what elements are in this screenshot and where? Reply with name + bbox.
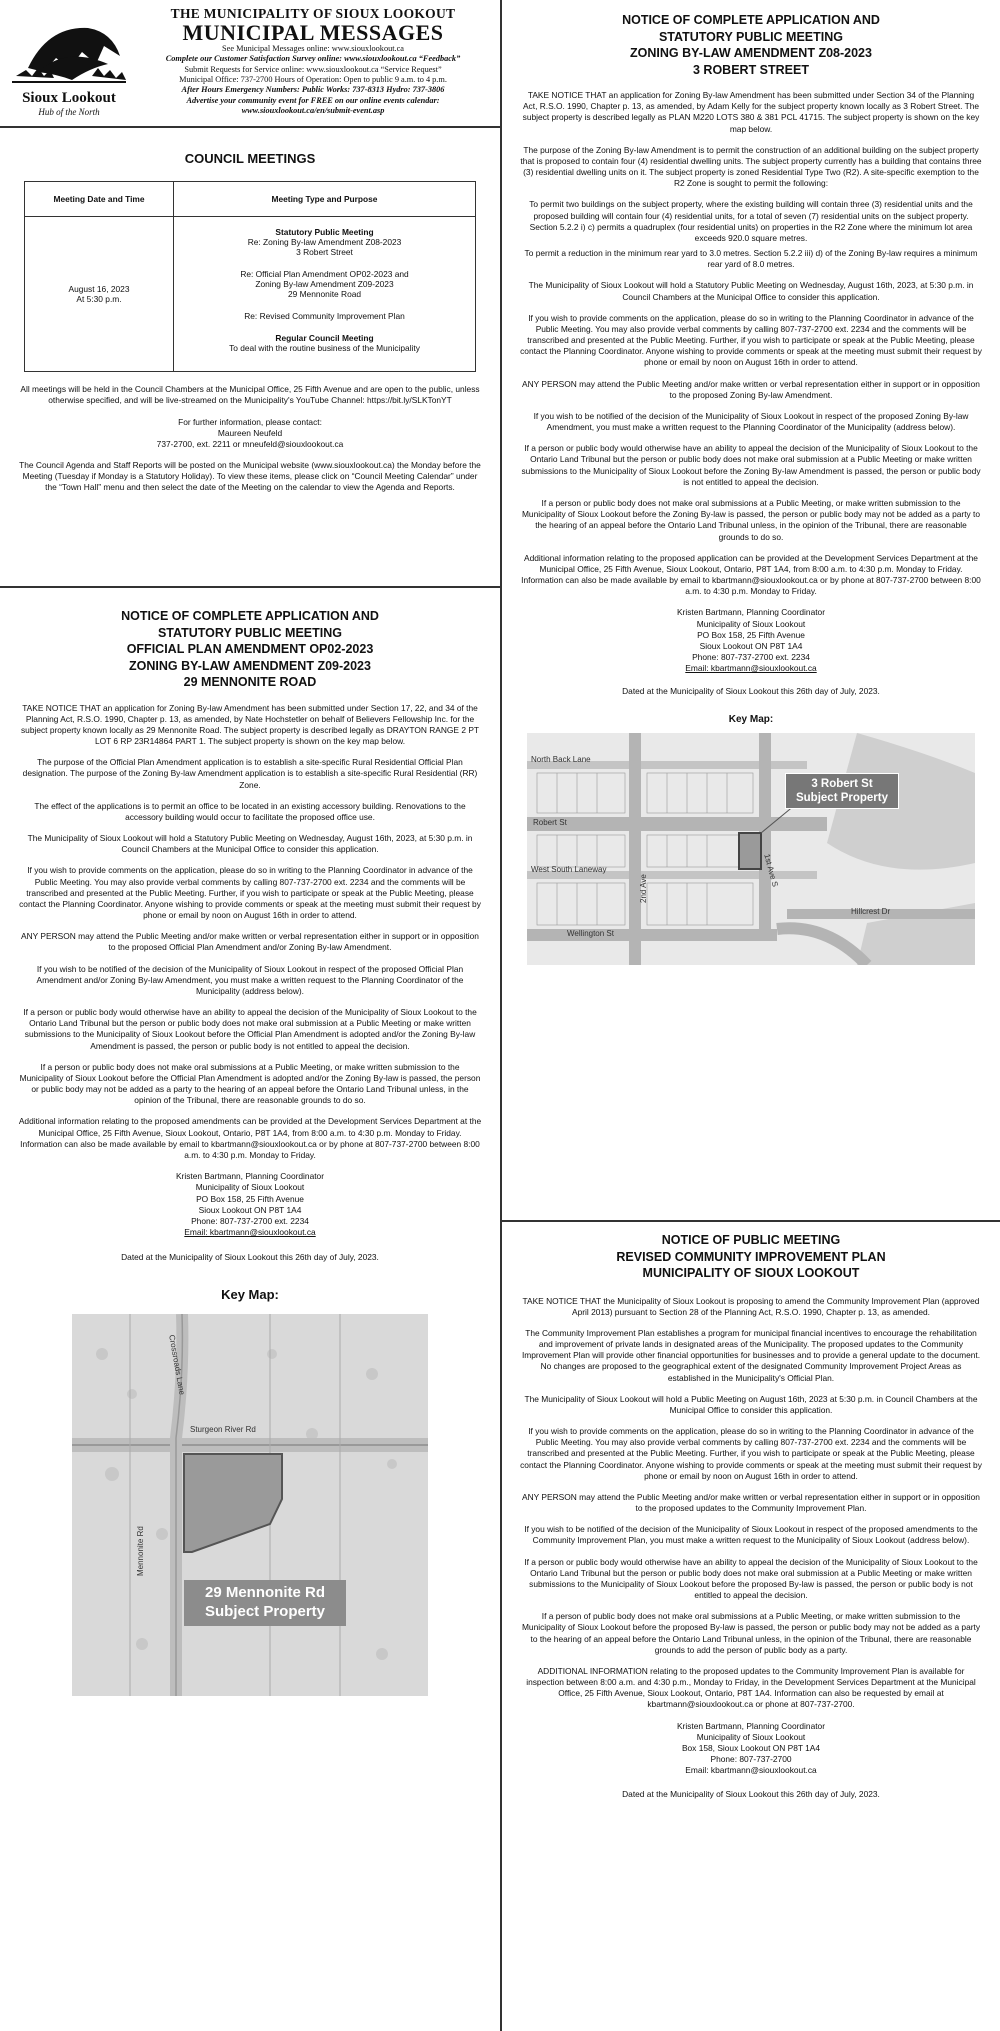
notice-title-line: 29 MENNONITE ROAD — [183, 675, 317, 689]
masthead-info-line: www.siouxlookout.ca/en/submit-event.asp — [241, 106, 385, 116]
masthead-text — [132, 6, 494, 117]
notice-cip-signature — [520, 1721, 982, 1777]
meeting-item-heading: Statutory Public Meeting — [275, 227, 374, 238]
notice-paragraph: TAKE NOTICE THAT an application for Zoning By-law Amendment has been submitted under Section 17, 22, and 34 of the Planning Act, R.S.O. 1990, Chapter p. 13, as amended, by Nate Hochstetler on behalf of Believers Fellowship Inc. for the subject property known locally as 29 Mennonite Road. The subject property is described legally as DRAYTON RANGE 2 PT LOT 6 RP 23R14864 PART 1. The subject property is shown on the key map below. — [20, 702, 480, 747]
notice-paragraph: If a person or public body does not make oral submissions at a Public Meeting, or make written submission to the Municipality of Sioux Lookout before the Zoning By-law is passed, the person or public body may not be added as a party to the hearing of an appeal before the Ontario Land Tribunal unless, in the opinion of the Tribunal, there are reasonable grounds to do so. — [521, 497, 981, 542]
notice-title-line: ZONING BY-LAW AMENDMENT Z09-2023 — [129, 658, 371, 673]
signature-line: Box 158, Sioux Lookout ON P8T 1A4 — [681, 1743, 821, 1753]
subject-property-label — [785, 773, 899, 810]
notice-title-line: NOTICE OF COMPLETE APPLICATION AND — [622, 13, 880, 27]
masthead-info-line: After Hours Emergency Numbers: Public Works: 737-8313 Hydro: 737-3806 — [181, 85, 445, 95]
notice-z08-dated: Dated at the Municipality of Sioux Lookout this 26th day of July, 2023. — [622, 686, 880, 697]
signature-line: Municipality of Sioux Lookout — [696, 618, 806, 629]
notice-z08-title — [520, 12, 982, 78]
logo-name: Sioux Lookout — [22, 90, 116, 106]
road-label-2nd-ave: 2nd Ave — [639, 873, 648, 903]
signature-line: Sioux Lookout ON P8T 1A4 — [198, 1204, 302, 1215]
meeting-item-line: 29 Mennonite Road — [287, 289, 362, 300]
notice-cip-dated: Dated at the Municipality of Sioux Lookout this 26th day of July, 2023. — [622, 1788, 880, 1799]
map-label-subject: Subject Property — [795, 791, 889, 804]
signature-line: Kristen Bartmann, Planning Coordinator — [676, 1720, 826, 1731]
notice-title-line: REVISED COMMUNITY IMPROVEMENT PLAN — [616, 1249, 886, 1264]
notice-paragraph: The purpose of the Official Plan Amendment application is to establish a site-specific Rural Residential Official Plan designation. The purpose of the Zoning By-law Amendment application is to establish a site-specific Rural Residential (RR) Zone. — [22, 757, 478, 790]
meeting-item — [178, 269, 471, 299]
notice-paragraph: If you wish to be notified of the decision of the Municipality of Sioux Lookout in respect of the proposed Official Plan Amendment and/or Zoning By-law Amendment, you must make a written request to the Planning Coordinator of the Municipality (address below). — [36, 963, 464, 996]
masthead-info-line: Municipal Office: 737-2700 Hours of Operation: Open to public 9 a.m. to 4 p.m. — [179, 75, 447, 85]
notice-op02-section — [0, 588, 500, 2031]
subject-property-label — [184, 1580, 346, 1626]
notice-paragraph: If a person or public body would otherwise have an ability to appeal the decision of the Municipality of Sioux Lookout to the Ontario Land Tribunal but the person or public body does not make oral submission at a Public Meeting or make written submissions to the Municipality of Sioux Lookout before the Official Plan Amendment is adopted and/or the Zoning By-law Amendment is passed, the person or public body is not entitled to appeal the decision. — [23, 1007, 477, 1051]
logo-tagline: Hub of the North — [38, 107, 100, 117]
signature-line: PO Box 158, 25 Fifth Avenue — [697, 629, 805, 640]
right-column — [500, 0, 1000, 2031]
sioux-lookout-logo — [8, 6, 130, 124]
contact-block — [18, 417, 482, 451]
key-map-robert-street — [527, 733, 975, 965]
masthead-info-line: Complete our Customer Satisfaction Survey online: www.siouxlookout.ca “Feedback” — [165, 54, 461, 64]
notice-cip-title — [520, 1232, 982, 1282]
meeting-item-heading: Regular Council Meeting — [275, 333, 374, 344]
signature-line: PO Box 158, 25 Fifth Avenue — [196, 1193, 304, 1204]
signature-line: Email: kbartmann@siouxlookout.ca — [685, 1765, 817, 1776]
meeting-date: August 16, 2023 — [68, 284, 130, 295]
council-meetings-title: COUNCIL MEETINGS — [184, 151, 316, 166]
notice-cip-body — [520, 1296, 982, 1711]
notice-paragraph: If a person of public body does not make oral submissions at a Public Meeting, or make written submission to the Municipality of Sioux Lookout before the proposed By-law is passed, the person or public body may not be added as a party to the hearing of an appeal before the Ontario Land Tribunal unless, in the opinion of the Tribunal, there are reasonable grounds to add the person of public body as a party. — [521, 1611, 981, 1655]
notice-paragraph: Additional information relating to the proposed application can be provided at the Development Services Department at the Municipal Office, 25 Fifth Avenue, Sioux Lookout, Ontario, P8T 1A4, from 8:00 a.m. to 4:30 p.m. Monday to Friday. Information can also be made available by email to kbartmann@siouxlookout.ca or by phone at 807-737-2700 between 8:00 a.m. to 4:30 p.m. Monday to Friday. — [521, 552, 981, 597]
meeting-item-line: Zoning By-law Amendment Z09-2023 — [255, 279, 394, 290]
notice-paragraph: Additional information relating to the proposed amendments can be provided at the Development Services Department at the Municipal Office, 25 Fifth Avenue, Sioux Lookout, Ontario, P8T 1A4, from 8:00 a.m. to 4:30 p.m. Monday to Friday. Information can also be made available by email to kbartmann@siouxlookout.ca or by phone at 807-737-2700 between 8:00 a.m. to 4:30 p.m. Monday to Friday. — [18, 1116, 482, 1160]
keymap-title: Key Map: — [728, 713, 774, 725]
notice-paragraph: The Community Improvement Plan establishes a program for municipal financial incentives to encourage the rehabilitation and improvement of private lands in designated areas of the Municipality. The proposed updates to the Community Improvement Plan will provide other financial opportunities for businesses and to provide a general update to the document. No changes are proposed to the geographical extent of the designated Community Improvement Project Areas as established in the Municipality's Official Plan. — [521, 1327, 981, 1383]
meeting-item-line: Re: Zoning By-law Amendment Z08-2023 — [247, 237, 402, 248]
meeting-item — [178, 311, 471, 321]
meeting-item-line: To deal with the routine business of the Municipality — [229, 343, 420, 354]
council-meetings-table — [24, 181, 476, 372]
signature-line: Municipality of Sioux Lookout — [696, 1731, 806, 1742]
meeting-date-cell — [25, 217, 174, 372]
notice-cip-section — [502, 1222, 1000, 2031]
contact-name: Maureen Neufeld — [217, 427, 283, 438]
road-label-hillcrest: Hillcrest Dr — [851, 906, 891, 916]
notice-title-line: OFFICIAL PLAN AMENDMENT OP02-2023 — [126, 642, 374, 656]
signature-line: Phone: 807-737-2700 ext. 2234 — [191, 1215, 309, 1226]
road-label-sturgeon-river: Sturgeon River Rd — [190, 1425, 256, 1435]
notice-paragraph: If you wish to be notified of the decision of the Municipality of Sioux Lookout in respect of the proposed amendments to the Community Improvement Plan, you must make a written request to the Municipality of Sioux Lookout (address below). — [524, 1524, 978, 1546]
notice-title-line: STATUTORY PUBLIC MEETING — [658, 29, 844, 44]
masthead-info-line: Submit Requests for Service online: www.siouxlookout.ca “Service Request” — [184, 64, 442, 74]
notice-paragraph: If you wish to provide comments on the application, please do so in writing to the Planning Coordinator in advance of the Public Meeting. You may also provide verbal comments by calling 807-737-2700 ext. 2234 and the comments will be transcribed and presented at the Public Meeting. Further, if you wish to participate or speak at the Public Meeting, please contact the Planning Coordinator. Anyone wishing to provide comments or speak at the meeting must submit their request by phone or email by noon on August 16th in order to attend. — [520, 1426, 982, 1481]
notice-z08-signature — [520, 607, 982, 674]
notice-paragraph: TAKE NOTICE THAT the Municipality of Sioux Lookout is proposing to amend the Community Improvement Plan (approved April 2013) pursuant to Section 28 of the Planning Act, R.S.O. 1990, Chapter p. 13, as amended. — [522, 1295, 980, 1317]
notice-z08-body — [520, 90, 982, 597]
keymap-title: Key Map: — [221, 1287, 279, 1303]
masthead-info-line: Advertise your community event for FREE on our online events calendar: — [186, 95, 440, 105]
notice-op02-signature — [18, 1171, 482, 1238]
signature-line: Email: kbartmann@siouxlookout.ca — [685, 663, 817, 674]
notice-paragraph: If you wish to provide comments on the application, please do so in writing to the Planning Coordinator in advance of the Public Meeting. You may also provide verbal comments by calling 807-737-2700 ext. 2234 and the comments will be transcribed and presented at the Public Meeting. Further, if you wish to participate or speak at the Public Meeting, please contact the Planning Coordinator. Anyone wishing to provide comments or speak at the meeting must submit their request by phone or email by noon on August 16th in order to attend. — [520, 312, 982, 368]
road-label-mennonite: Mennonite Rd — [136, 1526, 145, 1577]
notice-paragraph: The Municipality of Sioux Lookout will hold a Statutory Public Meeting on Wednesday, August 16th, 2023, at 5:30 p.m. in Council Chambers at the Municipal Office to consider this application. — [528, 280, 974, 302]
notice-title-line: MUNICIPALITY OF SIOUX LOOKOUT — [642, 1266, 860, 1280]
column-header-type: Meeting Type and Purpose — [174, 182, 476, 217]
notice-paragraph: TAKE NOTICE THAT an application for Zoning By-law Amendment has been submitted under Section 34 of the Planning Act, R.S.O. 1990, Chapter p. 13, as amended, by Adam Kelly for the subject property known locally as 3 Robert Street. The subject property is described legally as PLAN M220 LOTS 380 & 381 PCL 41715. The subject property is shown on the key map below. — [522, 90, 980, 134]
council-meetings-section — [0, 128, 500, 588]
signature-line: Municipality of Sioux Lookout — [195, 1182, 305, 1193]
meeting-purpose-cell — [174, 217, 476, 372]
notice-title-line: NOTICE OF PUBLIC MEETING — [661, 1233, 841, 1247]
meeting-item — [178, 227, 471, 257]
masthead-info-lines — [132, 44, 494, 117]
notice-bullet: To permit a reduction in the minimum rear yard to 3.0 metres. Section 5.2.2 iii) d) of the Zoning By-law requires a minimum rear yard of 8.0 metres. — [524, 248, 978, 270]
meeting-item — [178, 333, 471, 353]
road-label-robert-st: Robert St — [533, 817, 567, 827]
signature-line: Phone: 807-737-2700 ext. 2234 — [692, 652, 810, 663]
notice-paragraph: The purpose of the Zoning By-law Amendment is to permit the construction of an additional building on the subject property that is proposed to contain four (4) residential dwelling units. The subject property currently has a building that contains three (3) residential dwelling units on it. The subject property is zoned Residential Type Two (R2). A site-specific exemption to the R2 Zone is sought to permit the following: — [520, 144, 982, 189]
map-graphic — [72, 1314, 428, 1696]
signature-line: Phone: 807-737-2700 — [710, 1754, 792, 1765]
signature-line: Kristen Bartmann, Planning Coordinator — [175, 1171, 325, 1182]
map-label-address: 29 Mennonite Rd — [204, 1584, 325, 1602]
notice-title-line: 3 ROBERT STREET — [693, 62, 809, 77]
road-label-wellington: Wellington St — [567, 928, 614, 938]
masthead-title: MUNICIPAL MESSAGES — [182, 20, 444, 45]
meeting-item-line: Re: Official Plan Amendment OP02-2023 and — [240, 269, 409, 280]
table-row — [25, 217, 476, 372]
notice-title-line: STATUTORY PUBLIC MEETING — [157, 625, 343, 640]
notice-title-line: ZONING BY-LAW AMENDMENT Z08-2023 — [630, 46, 872, 60]
notice-title-line: NOTICE OF COMPLETE APPLICATION AND — [121, 609, 379, 623]
notice-op02-dated: Dated at the Municipality of Sioux Lookout this 26th day of July, 2023. — [121, 1252, 379, 1263]
notice-paragraph: The Municipality of Sioux Lookout will hold a Statutory Public Meeting on Wednesday, August 16th, 2023, at 5:30 p.m. in Council Chambers at the Municipal Office to consider this application. — [27, 833, 473, 855]
notice-paragraph: If you wish to provide comments on the application, please do so in writing to the Planning Coordinator in advance of the Public Meeting. You may also provide verbal comments by calling 807-737-2700 ext. 2234 and the comments will be transcribed and presented at the Public Meeting. Further, if you wish to participate or speak at the Public Meeting, please contact the Planning Coordinator. Anyone wishing to provide comments or speak at the meeting must submit their request by phone or email by noon on August 16th in order to attend. — [19, 865, 481, 921]
signature-line: Sioux Lookout ON P8T 1A4 — [699, 640, 803, 651]
notice-paragraph: ANY PERSON may attend the Public Meeting and/or make written or verbal representation either in support or in opposition to the proposed Official Plan Amendment and/or Zoning By-law Amendment. — [21, 931, 479, 953]
notice-paragraph: If a person or public body would otherwise have an ability to appeal the decision of the Municipality of Sioux Lookout to the Ontario Land Tribunal but the person or public body does not make oral submission at a Public Meeting or make written submissions to the Municipality of Sioux Lookout before the proposed By-law is passed, the person or public body is not entitled to appeal the decision. — [524, 1556, 978, 1601]
notice-paragraph: If a person or public body would otherwise have an ability to appeal the decision of the Municipality of Sioux Lookout to the Ontario Land Tribunal but the person or public body does not make oral submission at a Public Meeting or make written submissions to the Municipality of Sioux Lookout before the Zoning By-law Amendment is passed, the person or public body is not entitled to appeal the decision. — [521, 443, 981, 487]
road-label-laneway: West South Laneway — [531, 864, 607, 874]
notice-paragraph: The effect of the applications is to permit an office to be located in an existing accessory building. Renovations to the accessory building would occur to facilitate the proposed office use. — [34, 800, 466, 822]
masthead-info-line: See Municipal Messages online: www.siouxlookout.ca — [222, 44, 404, 53]
notice-paragraph: If you wish to be notified of the decision of the Municipality of Sioux Lookout in respect of the proposed Zoning By-law Amendment, you must make a written request to the Planning Coordinator of the Municipality (address below). — [533, 410, 969, 433]
notice-op02-title — [18, 608, 482, 691]
notice-op02-body — [18, 703, 482, 1162]
key-map-mennonite — [72, 1314, 428, 1696]
meeting-time: At 5:30 p.m. — [76, 294, 122, 305]
road-label-crossroads: Crossroads Lane — [167, 1334, 187, 1396]
agenda-note: The Council Agenda and Staff Reports will be posted on the Municipal website (www.siouxlookout.ca) the Monday before the Meeting (Tuesday if Monday is a Statutory Holiday). To view these items, please click on “Council Meeting Calendar” under the “Town Hall” menu and then select the date of the Meeting on the calendar to view the Agenda and Reports. — [19, 460, 481, 493]
meeting-location-note: All meetings will be held in the Council Chambers at the Municipal Office, 25 Fifth Avenue and are open to the public, unless otherwise specified, and will be live-streamed on the Municipality's YouTube Channel: https://bit.ly/SLKTonYT — [20, 384, 480, 406]
signature-line: Email: kbartmann@siouxlookout.ca — [184, 1227, 316, 1238]
subject-property-parcel — [739, 833, 761, 869]
map-label-address: 3 Robert St — [811, 777, 873, 790]
contact-phone: 737-2700, ext. 2211 or mneufeld@siouxlookout.ca — [156, 438, 344, 449]
signature-line: Kristen Bartmann, Planning Coordinator — [676, 607, 826, 618]
notice-bullet: To permit two buildings on the subject property, where the existing building will contain three (3) residential units and the proposed building will contain four (4) residential units, for a total of seven (7) residential units on the subject property. Section 5.2.2 i) c) permits a quadruplex (four residential units) on properties in the R2 Zone where the minimum lot area exceeds 920.0 square metres. — [529, 199, 973, 243]
notice-paragraph: ADDITIONAL INFORMATION relating to the proposed updates to the Community Improvement Plan is available for inspection between 8:00 a.m. and 4:30 p.m., Monday to Friday, in the Development Services Department at the Municipal Office, 25 Fifth Avenue, Sioux Lookout, Ontario, P8T 1A4. Information can also be requested by email at kbartmann@siouxlookout.ca or phone at 807-737-2700. — [526, 1665, 976, 1710]
road-label-north-back-lane: North Back Lane — [531, 754, 591, 764]
road-label-1st-ave: 1st Ave S — [762, 852, 780, 888]
map-label-subject: Subject Property — [204, 1603, 326, 1621]
meeting-item-line: 3 Robert Street — [296, 247, 353, 258]
notice-paragraph: If a person or public body does not make oral submissions at a Public Meeting, or make written submission to the Municipality of Sioux Lookout before the Official Plan Amendment is adopted and/or the Zoning By-law is passed, the person or public body may not be added as a party to the hearing of an appeal before the Ontario Land Tribunal unless, in the opinion of the Tribunal, there are reasonable grounds to do so. — [19, 1061, 481, 1106]
masthead — [0, 0, 500, 128]
notice-paragraph: The Municipality of Sioux Lookout will hold a Public Meeting on August 16th, 2023 at 5:30 p.m. in Council Chambers at the Municipal Office to consider this application. — [524, 1393, 978, 1415]
notice-z08-section — [502, 0, 1000, 1222]
municipality-name: THE MUNICIPALITY OF SIOUX LOOKOUT — [170, 6, 456, 21]
meeting-item-line: Re: Revised Community Improvement Plan — [244, 311, 405, 322]
column-header-date: Meeting Date and Time — [25, 182, 174, 217]
notice-paragraph: ANY PERSON may attend the Public Meeting and/or make written or verbal representation either in support or in opposition to the proposed Zoning By-law Amendment. — [522, 378, 980, 400]
notice-paragraph: ANY PERSON may attend the Public Meeting and/or make written or verbal representation either in support or in opposition to the proposed updates to the Community Improvement Plan. — [522, 1491, 980, 1514]
contact-intro: For further information, please contact: — [178, 416, 322, 427]
